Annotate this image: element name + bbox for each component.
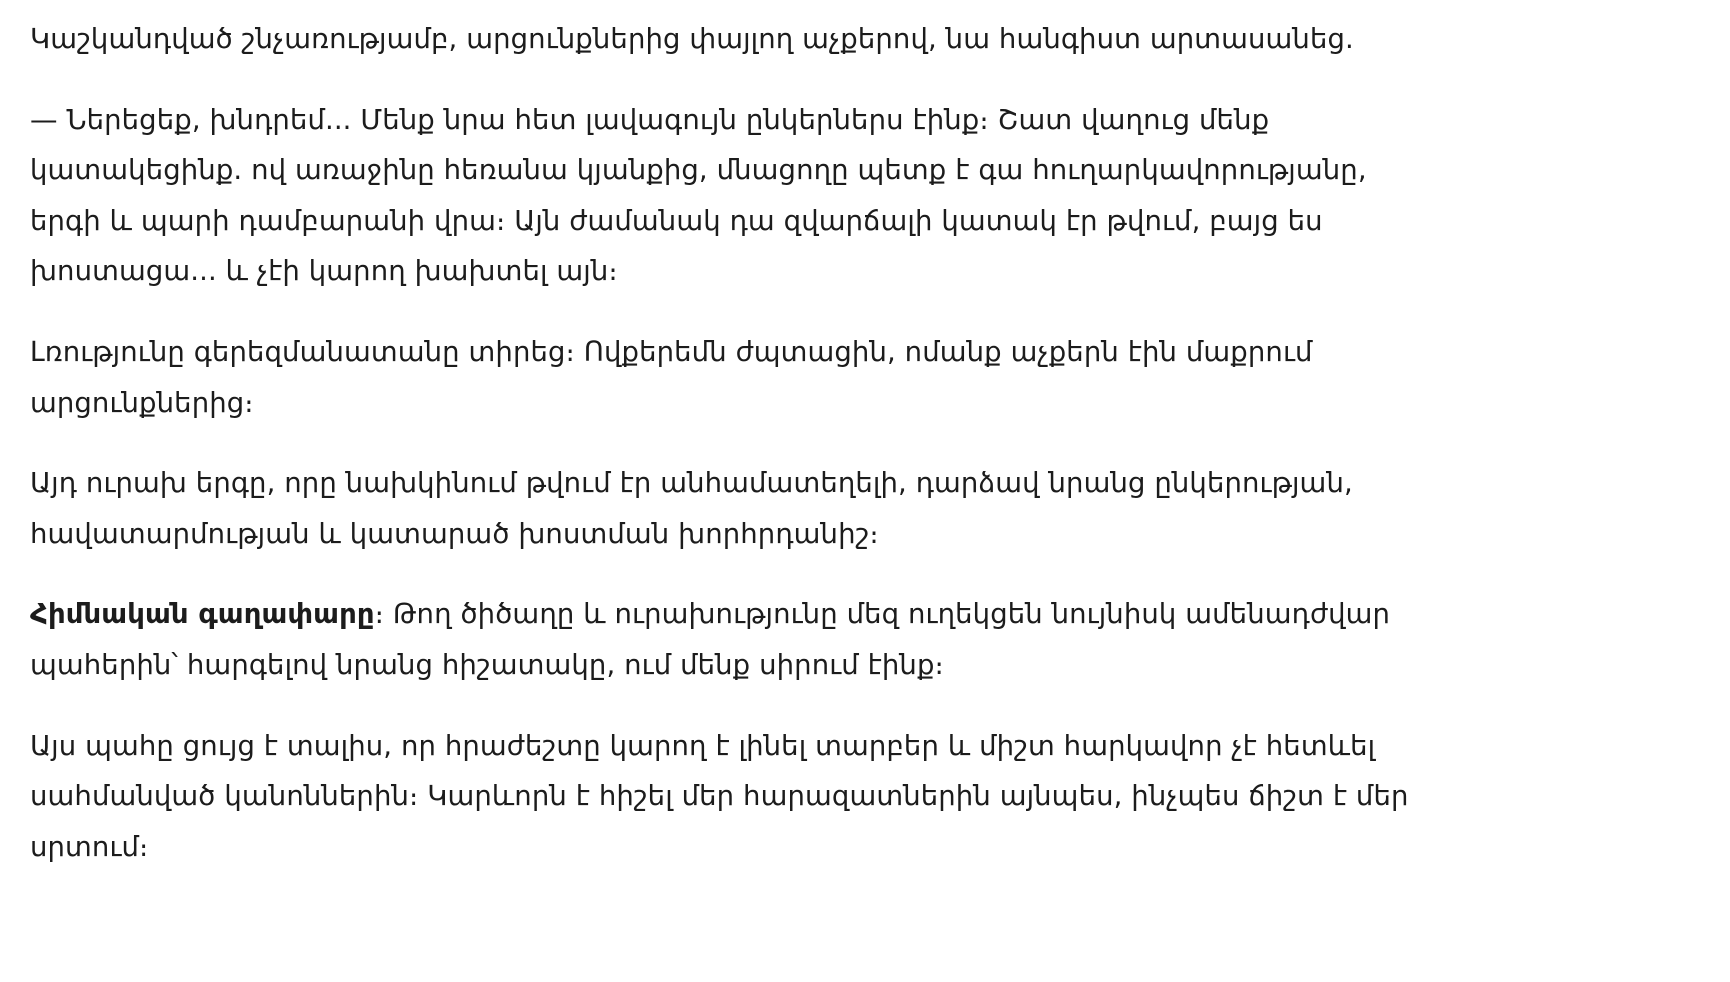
paragraph (30, 721, 1430, 873)
paragraph-key-idea (30, 589, 1430, 690)
paragraph-text: Կաշկանդված շնչառությամբ, արցունքներից փայլող աչքերով, նա հանգիստ արտասանեց. (30, 23, 1354, 55)
paragraph-text: ։ Թող ծիծաղը և ուրախությունը մեզ ուղեկցեն նույնիսկ ամենադժվար պահերին՝ հարգելով նրանց հիշատակը, ում մենք սիրում էինք։ (30, 598, 1391, 681)
paragraph-text: Այս պահը ցույց է տալիս, որ հրաժեշտը կարող է լինել տարբեր և միշտ հարկավոր չէ հետևել սահմանված կանոններին։ Կարևորն է հիշել մեր հարազատներին այնպես, ինչպես ճիշտ է մեր սրտում։ (30, 729, 1409, 863)
key-idea-label: Հիմնական գաղափարը (30, 598, 375, 631)
paragraph-text: Այդ ուրախ երգը, որը նախկինում թվում էր անհամատեղելի, դարձավ նրանց ընկերության, հավատարմության և կատարած խոստման խորհրդանիշ։ (30, 467, 1353, 550)
paragraph (30, 14, 1430, 65)
paragraph (30, 327, 1430, 428)
paragraph (30, 458, 1430, 559)
paragraph (30, 95, 1430, 297)
paragraph-text: — Ներեցեք, խնդրեմ... Մենք նրա հետ լավագույն ընկերներս էինք։ Շատ վաղուց մենք կատակեցինք. ով առաջինը հեռանա կյանքից, մնացողը պետք է գա հուղարկավորությանը, երգի և պարի դամբարանի վրա։ Այն ժամանակ դա զվարճալի կատակ էր թվում, բայց ես խոստացա... և չէի կարող խախտել այն։ (30, 103, 1367, 288)
paragraph-text: Լռությունը գերեզմանատանը տիրեց։ Ովքերեմն ժպտացին, ոմանք աչքերն էին մաքրում արցունքներից։ (30, 335, 1313, 419)
